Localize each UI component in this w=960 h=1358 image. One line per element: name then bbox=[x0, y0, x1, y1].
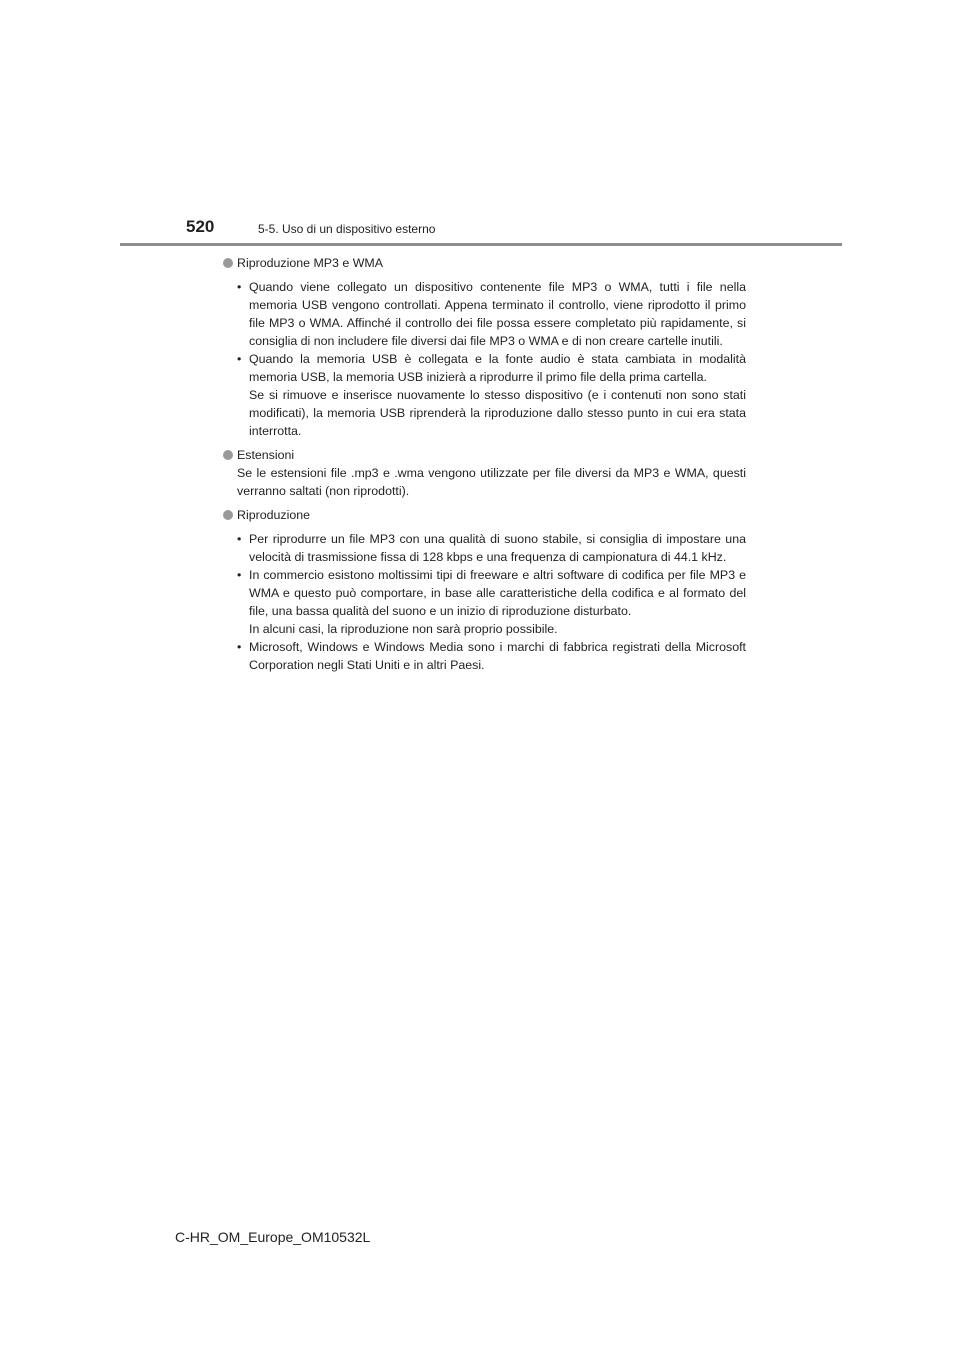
circle-bullet-icon bbox=[223, 450, 233, 460]
bullet-mark: • bbox=[237, 352, 242, 366]
circle-bullet-icon bbox=[223, 258, 233, 268]
item-paragraph: In alcuni casi, la riproduzione non sarà proprio possibile. bbox=[249, 622, 558, 636]
page-content bbox=[222, 254, 746, 674]
header-divider bbox=[120, 243, 842, 246]
document-code: C-HR_OM_Europe_OM10532L bbox=[175, 1229, 371, 1245]
section-mp3-wma-playback bbox=[222, 254, 746, 440]
item-paragraph: Quando la memoria USB è collegata e la fonte audio è stata cambiata in modalità memoria USB, la memoria USB inizierà a riprodurre il primo file della prima cartella. bbox=[249, 352, 746, 384]
page-number: 520 bbox=[186, 217, 215, 236]
list-item bbox=[237, 278, 746, 350]
list-item bbox=[237, 566, 746, 638]
bullet-list bbox=[237, 530, 746, 674]
list-item bbox=[237, 530, 746, 566]
section-body: Se le estensioni file .mp3 e .wma vengono utilizzate per file diversi da MP3 e WMA, questi verranno saltati (non riprodotti). bbox=[237, 466, 746, 498]
item-paragraph: Microsoft, Windows e Windows Media sono i marchi di fabbrica registrati della Microsoft Corporation negli Stati Uniti e in altri Paesi. bbox=[249, 640, 746, 672]
section-extensions bbox=[222, 446, 746, 500]
item-paragraph: In commercio esistono moltissimi tipi di freeware e altri software di codifica per file MP3 e WMA e questo può comportare, in base alle caratteristiche della codifica e al formato del file, una bassa qualità del suono e un inizio di riproduzione disturbato. bbox=[249, 568, 746, 618]
item-paragraph: Se si rimuove e inserisce nuovamente lo stesso dispositivo (e i contenuti non sono stati modificati), la memoria USB riprenderà la riproduzione dallo stesso punto in cui era stata interrotta. bbox=[249, 388, 746, 438]
list-item bbox=[237, 638, 746, 674]
bullet-mark: • bbox=[237, 280, 242, 294]
bullet-mark: • bbox=[237, 640, 242, 654]
item-paragraph: Per riprodurre un file MP3 con una qualità di suono stabile, si consiglia di impostare una velocità di trasmissione fissa di 128 kbps e una frequenza di campionatura di 44.1 kHz. bbox=[249, 532, 746, 564]
section-heading: Estensioni bbox=[237, 448, 295, 462]
circle-bullet-icon bbox=[223, 510, 233, 520]
list-item bbox=[237, 350, 746, 440]
bullet-mark: • bbox=[237, 568, 242, 582]
section-playback bbox=[222, 506, 746, 674]
section-heading: Riproduzione bbox=[237, 508, 311, 522]
bullet-list bbox=[237, 278, 746, 440]
section-title: 5-5. Uso di un dispositivo esterno bbox=[258, 222, 436, 236]
section-heading: Riproduzione MP3 e WMA bbox=[237, 256, 383, 270]
item-paragraph: Quando viene collegato un dispositivo contenente file MP3 o WMA, tutti i file nella memoria USB vengono controllati. Appena terminato il controllo, viene riprodotto il primo file MP3 o WMA. Affinché il controllo dei file possa essere completato più rapidamente, si consiglia di non includere file diversi dai file MP3 o WMA e di non creare cartelle inutili. bbox=[249, 280, 746, 348]
bullet-mark: • bbox=[237, 532, 242, 546]
